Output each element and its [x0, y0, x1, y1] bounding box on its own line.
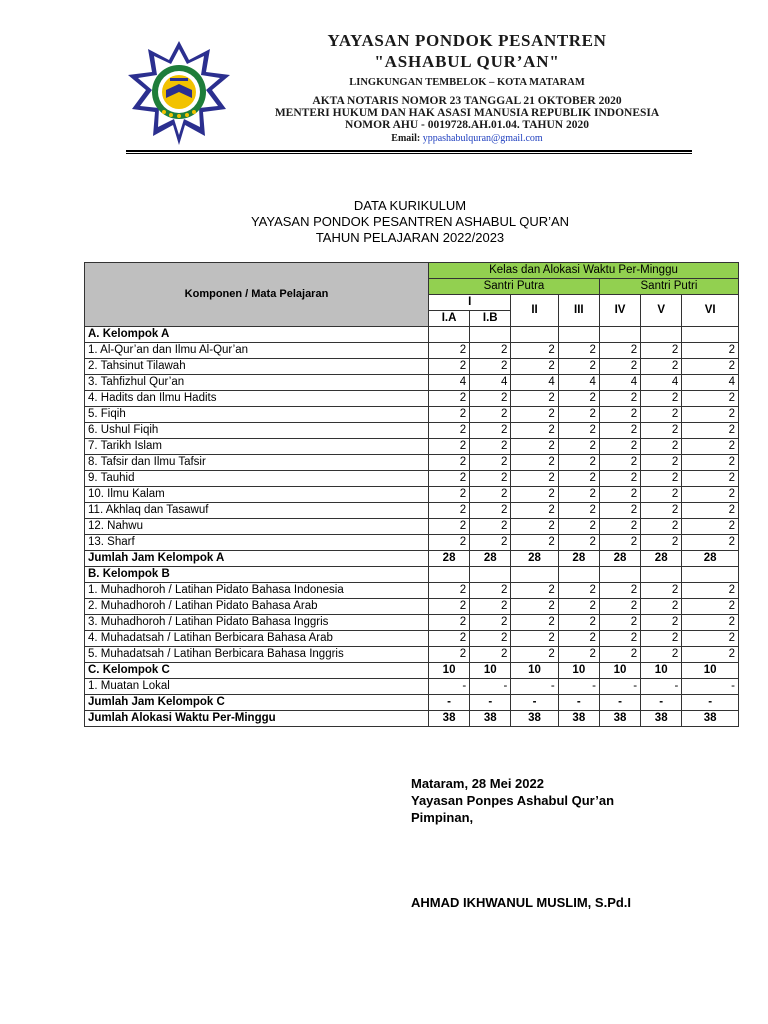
row-value: -: [558, 695, 599, 711]
table-row: [85, 583, 739, 599]
row-value: 2: [599, 535, 640, 551]
row-value: 2: [682, 583, 739, 599]
row-value: 2: [470, 343, 511, 359]
row-value: 2: [428, 519, 469, 535]
row-value: 2: [682, 487, 739, 503]
table-row: [85, 375, 739, 391]
row-value: 2: [558, 535, 599, 551]
row-value: 2: [558, 391, 599, 407]
table-row: [85, 423, 739, 439]
row-value: 2: [470, 631, 511, 647]
row-value: 2: [428, 615, 469, 631]
row-value: 2: [682, 407, 739, 423]
row-value: 2: [428, 503, 469, 519]
row-value: 2: [599, 343, 640, 359]
row-value: 2: [599, 519, 640, 535]
row-value: 2: [599, 647, 640, 663]
row-value: [641, 327, 682, 343]
row-value: -: [511, 695, 558, 711]
row-value: 28: [428, 551, 469, 567]
table-row: [85, 503, 739, 519]
org-registration-number: NOMOR AHU - 0019728.AH.01.04. TAHUN 2020: [345, 119, 589, 131]
row-value: [599, 567, 640, 583]
row-value: 28: [682, 551, 739, 567]
row-value: 2: [558, 407, 599, 423]
title-line3: TAHUN PELAJARAN 2022/2023: [315, 230, 505, 245]
row-value: 2: [511, 407, 558, 423]
row-value: 2: [558, 439, 599, 455]
row-value: 28: [511, 551, 558, 567]
table-row: [85, 359, 739, 375]
row-value: -: [428, 679, 469, 695]
row-value: 2: [641, 647, 682, 663]
table-row: [85, 615, 739, 631]
row-value: 2: [470, 487, 511, 503]
row-value: 2: [511, 391, 558, 407]
row-value: 2: [599, 391, 640, 407]
row-value: [641, 567, 682, 583]
row-value: -: [682, 679, 739, 695]
table-row: [85, 487, 739, 503]
row-value: [682, 567, 739, 583]
row-value: -: [682, 695, 739, 711]
total-row: [85, 695, 739, 711]
row-value: 2: [428, 535, 469, 551]
letterhead: [236, 30, 698, 147]
row-value: 2: [428, 471, 469, 487]
row-label: 11. Akhlaq dan Tasawuf: [85, 503, 429, 519]
row-value: 38: [641, 711, 682, 727]
row-value: 2: [428, 455, 469, 471]
row-value: 2: [641, 359, 682, 375]
row-label: 5. Fiqih: [85, 407, 429, 423]
row-value: 2: [511, 599, 558, 615]
row-value: 2: [682, 503, 739, 519]
row-value: 2: [599, 423, 640, 439]
row-value: 2: [470, 535, 511, 551]
row-value: 2: [682, 423, 739, 439]
row-value: [470, 327, 511, 343]
row-value: 2: [599, 455, 640, 471]
row-value: 2: [682, 631, 739, 647]
row-label: 2. Muhadhoroh / Latihan Pidato Bahasa Arab: [85, 599, 429, 615]
row-value: 2: [428, 599, 469, 615]
row-value: 2: [599, 583, 640, 599]
row-label: 9. Tauhid: [85, 471, 429, 487]
row-label: 1. Al-Qur’an dan Ilmu Al-Qur’an: [85, 343, 429, 359]
table-row: [85, 471, 739, 487]
row-value: 2: [641, 519, 682, 535]
row-value: 10: [641, 663, 682, 679]
row-label: 4. Hadits dan Ilmu Hadits: [85, 391, 429, 407]
row-value: 2: [511, 359, 558, 375]
row-value: 2: [682, 599, 739, 615]
row-value: 4: [682, 375, 739, 391]
row-value: 38: [682, 711, 739, 727]
row-value: 2: [558, 343, 599, 359]
row-value: 2: [599, 487, 640, 503]
row-label: B. Kelompok B: [85, 567, 429, 583]
table-row: [85, 519, 739, 535]
row-value: 2: [428, 407, 469, 423]
row-value: [599, 327, 640, 343]
row-label: 7. Tarikh Islam: [85, 439, 429, 455]
row-value: 10: [558, 663, 599, 679]
org-name-line1: YAYASAN PONDOK PESANTREN: [327, 31, 607, 50]
row-value: 2: [470, 423, 511, 439]
row-value: [682, 327, 739, 343]
row-value: 2: [641, 439, 682, 455]
row-value: 2: [428, 439, 469, 455]
row-value: 2: [511, 439, 558, 455]
email-link[interactable]: yppashabulquran@gmail.com: [422, 133, 543, 144]
row-value: 2: [641, 583, 682, 599]
logo-top-bar: [170, 78, 188, 81]
row-value: 2: [470, 599, 511, 615]
row-label: Jumlah Alokasi Waktu Per-Minggu: [85, 711, 429, 727]
title-line1: DATA KURIKULUM: [353, 198, 467, 213]
row-value: 2: [428, 631, 469, 647]
row-value: 2: [470, 519, 511, 535]
row-value: 2: [511, 343, 558, 359]
row-value: 2: [511, 423, 558, 439]
row-value: 2: [682, 439, 739, 455]
row-label: Jumlah Jam Kelompok C: [85, 695, 429, 711]
row-value: 2: [641, 631, 682, 647]
row-value: 2: [558, 615, 599, 631]
row-value: 2: [558, 471, 599, 487]
row-label: 2. Tahsinut Tilawah: [85, 359, 429, 375]
row-value: 2: [682, 471, 739, 487]
row-value: 2: [599, 599, 640, 615]
row-value: 2: [558, 455, 599, 471]
row-value: 2: [641, 471, 682, 487]
row-value: 2: [428, 391, 469, 407]
org-email: [236, 131, 698, 147]
row-value: 28: [599, 551, 640, 567]
row-value: -: [641, 695, 682, 711]
header-col: II: [511, 295, 558, 327]
header-santri-putra: Santri Putra: [428, 279, 599, 295]
row-value: 2: [641, 599, 682, 615]
row-value: 2: [511, 471, 558, 487]
row-value: 2: [641, 535, 682, 551]
row-value: 4: [470, 375, 511, 391]
signature-place-date: Mataram, 28 Mei 2022: [411, 776, 544, 791]
letterhead-rule-thick: [126, 150, 692, 152]
row-value: [428, 327, 469, 343]
table-row: [85, 599, 739, 615]
row-value: 2: [641, 455, 682, 471]
row-label: 5. Muhadatsah / Latihan Berbicara Bahasa Inggris: [85, 647, 429, 663]
row-value: 2: [470, 391, 511, 407]
letterhead-rule-thin: [126, 153, 692, 154]
row-value: 2: [428, 423, 469, 439]
row-value: 2: [599, 471, 640, 487]
org-ministry: MENTERI HUKUM DAN HAK ASASI MANUSIA REPUBLIK INDONESIA: [274, 107, 660, 119]
signature-block: [411, 775, 614, 826]
row-value: -: [558, 679, 599, 695]
row-value: -: [428, 695, 469, 711]
header-col: III: [558, 295, 599, 327]
table-row: [85, 391, 739, 407]
row-label: 4. Muhadatsah / Latihan Berbicara Bahasa Arab: [85, 631, 429, 647]
row-value: 2: [558, 647, 599, 663]
org-name-line2: "ASHABUL QUR’AN": [374, 52, 560, 71]
row-value: 2: [428, 583, 469, 599]
row-value: [558, 327, 599, 343]
signature-org: Yayasan Ponpes Ashabul Qur’an: [411, 793, 615, 808]
row-value: 2: [470, 407, 511, 423]
foundation-logo: [126, 40, 232, 146]
row-value: 38: [599, 711, 640, 727]
header-col: I.A: [428, 311, 469, 327]
header-component: Komponen / Mata Pelajaran: [85, 263, 429, 327]
section-row: [85, 567, 739, 583]
org-address: LINGKUNGAN TEMBELOK – KOTA MATARAM: [349, 77, 585, 88]
row-value: 2: [682, 359, 739, 375]
row-value: 28: [641, 551, 682, 567]
row-value: 2: [470, 455, 511, 471]
row-value: 2: [641, 407, 682, 423]
section-row: [85, 327, 739, 343]
row-value: 2: [511, 647, 558, 663]
row-value: 2: [558, 359, 599, 375]
row-value: 10: [682, 663, 739, 679]
table-row: [85, 535, 739, 551]
row-value: 2: [599, 439, 640, 455]
row-value: 2: [641, 487, 682, 503]
row-value: -: [470, 695, 511, 711]
row-value: 2: [682, 535, 739, 551]
row-value: 2: [470, 503, 511, 519]
row-label: 3. Muhadhoroh / Latihan Pidato Bahasa Inggris: [85, 615, 429, 631]
row-value: -: [511, 679, 558, 695]
org-notary-deed: AKTA NOTARIS NOMOR 23 TANGGAL 21 OKTOBER 2020: [312, 95, 622, 107]
row-value: 2: [599, 631, 640, 647]
table-row: [85, 439, 739, 455]
row-value: 2: [511, 455, 558, 471]
row-value: 2: [558, 487, 599, 503]
table-row: [85, 647, 739, 663]
row-value: [470, 567, 511, 583]
row-value: 2: [682, 647, 739, 663]
row-label: 8. Tafsir dan Ilmu Tafsir: [85, 455, 429, 471]
row-value: 2: [682, 519, 739, 535]
row-value: 2: [641, 391, 682, 407]
row-value: 4: [511, 375, 558, 391]
row-value: 2: [428, 343, 469, 359]
row-label: Jumlah Jam Kelompok A: [85, 551, 429, 567]
header-class-i: I: [428, 295, 510, 311]
row-value: 2: [511, 503, 558, 519]
row-value: -: [599, 695, 640, 711]
row-label: 13. Sharf: [85, 535, 429, 551]
row-value: 4: [641, 375, 682, 391]
row-label: 1. Muatan Lokal: [85, 679, 429, 695]
signer-name: AHMAD IKHWANUL MUSLIM, S.Pd.I: [411, 895, 632, 910]
signature-role: Pimpinan,: [411, 810, 474, 825]
row-value: 38: [470, 711, 511, 727]
row-value: 2: [599, 615, 640, 631]
row-value: 28: [558, 551, 599, 567]
row-value: 2: [599, 359, 640, 375]
row-value: 4: [428, 375, 469, 391]
row-value: -: [470, 679, 511, 695]
row-label: 1. Muhadhoroh / Latihan Pidato Bahasa Indonesia: [85, 583, 429, 599]
total-row: [85, 663, 739, 679]
row-value: 2: [511, 519, 558, 535]
row-value: 38: [511, 711, 558, 727]
row-value: 4: [558, 375, 599, 391]
row-value: 4: [599, 375, 640, 391]
row-value: 2: [599, 407, 640, 423]
row-value: 2: [470, 583, 511, 599]
row-value: 2: [682, 615, 739, 631]
row-label: 6. Ushul Fiqih: [85, 423, 429, 439]
row-value: 2: [558, 519, 599, 535]
row-value: [511, 567, 558, 583]
row-value: 2: [558, 599, 599, 615]
header-santri-putri: Santri Putri: [599, 279, 738, 295]
row-label: 3. Tahfizhul Qur’an: [85, 375, 429, 391]
header-col: VI: [682, 295, 739, 327]
row-value: 2: [511, 535, 558, 551]
row-value: 2: [682, 343, 739, 359]
total-row: [85, 551, 739, 567]
row-value: 2: [470, 439, 511, 455]
row-value: 2: [470, 471, 511, 487]
row-value: 2: [641, 615, 682, 631]
row-value: 2: [641, 343, 682, 359]
row-value: 2: [511, 487, 558, 503]
header-col: I.B: [470, 311, 511, 327]
table-row: [85, 455, 739, 471]
header-class-allocation: Kelas dan Alokasi Waktu Per-Minggu: [428, 263, 738, 279]
row-value: 2: [470, 647, 511, 663]
table-row: [85, 631, 739, 647]
row-value: 2: [511, 631, 558, 647]
row-value: [558, 567, 599, 583]
row-value: -: [599, 679, 640, 695]
row-label: A. Kelompok A: [85, 327, 429, 343]
row-label: C. Kelompok C: [85, 663, 429, 679]
row-value: 2: [558, 503, 599, 519]
total-row: [85, 711, 739, 727]
row-label: 12. Nahwu: [85, 519, 429, 535]
row-value: 10: [511, 663, 558, 679]
title-line2: YAYASAN PONDOK PESANTREN ASHABUL QUR’AN: [250, 214, 570, 229]
row-value: 2: [641, 423, 682, 439]
row-value: 10: [599, 663, 640, 679]
row-value: -: [641, 679, 682, 695]
row-value: 2: [511, 583, 558, 599]
header-col: V: [641, 295, 682, 327]
row-value: 10: [470, 663, 511, 679]
row-value: 2: [641, 503, 682, 519]
row-value: [511, 327, 558, 343]
row-value: 2: [558, 583, 599, 599]
row-label: 10. Ilmu Kalam: [85, 487, 429, 503]
row-value: 2: [558, 631, 599, 647]
row-value: [428, 567, 469, 583]
row-value: 2: [470, 615, 511, 631]
table-row: [85, 407, 739, 423]
row-value: 2: [428, 359, 469, 375]
document-title: [160, 198, 660, 246]
row-value: 28: [470, 551, 511, 567]
row-value: 2: [470, 359, 511, 375]
row-value: 10: [428, 663, 469, 679]
header-col: IV: [599, 295, 640, 327]
curriculum-table-body: [85, 327, 739, 727]
row-value: 2: [682, 455, 739, 471]
table-row: [85, 343, 739, 359]
table-row: [85, 679, 739, 695]
row-value: 38: [558, 711, 599, 727]
row-value: 2: [511, 615, 558, 631]
row-value: 2: [558, 423, 599, 439]
row-value: 2: [682, 391, 739, 407]
row-value: 2: [428, 647, 469, 663]
email-label: Email:: [391, 133, 421, 144]
curriculum-table: [84, 262, 739, 727]
row-value: 2: [428, 487, 469, 503]
row-value: 38: [428, 711, 469, 727]
row-value: 2: [599, 503, 640, 519]
